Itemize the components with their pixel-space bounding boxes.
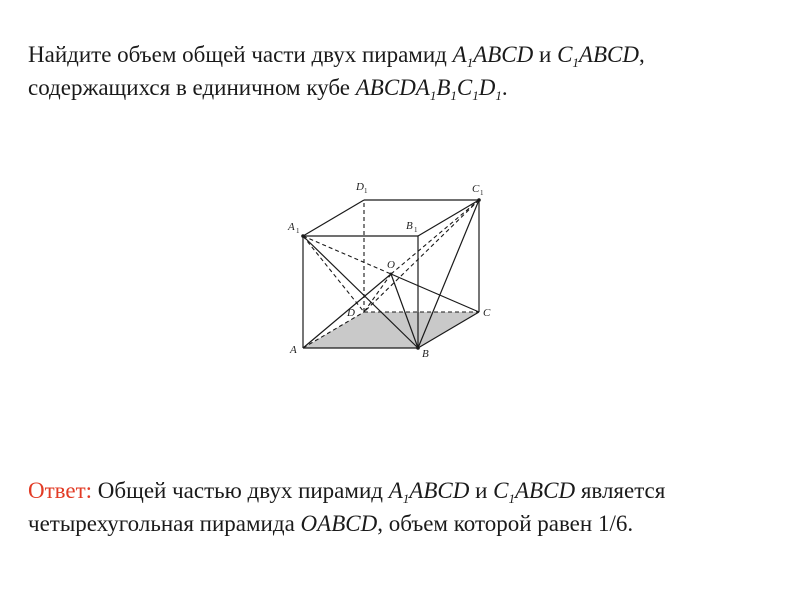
problem-statement [28,38,780,104]
label-D1-sub: 1 [364,187,368,195]
edge-B1-C1 [418,200,479,236]
cube-figure [284,176,500,360]
label-A: A [290,344,297,356]
answer-text-2: является четырехугольная пирамида [28,478,666,536]
label-C1: C [472,183,480,195]
edge-A1-D [303,236,364,312]
label-B: B [422,348,429,360]
vertex-B-dot [416,346,420,350]
label-C1-sub: 1 [480,189,484,197]
vertex-A1-dot [301,234,305,238]
label-D1: D [356,181,364,193]
answer-pyramid-2-name: $C_1ABCD$ [493,478,576,506]
answer-text-1: Общей частью двух пирамид [92,478,389,503]
conjunction: и [533,42,558,67]
vertex-O-dot [390,273,393,276]
edge-C1-D [364,200,479,312]
answer-conjunction: и [469,478,494,503]
vertex-C1-dot [477,198,481,202]
answer-text-3: , объем которой равен 1/6. [377,511,634,536]
answer-block [28,474,780,540]
pyramid-1-name: $A_1ABCD$ [452,42,534,70]
edge-A1-D1 [303,200,364,236]
problem-text-3: . [501,75,508,100]
label-B1-sub: 1 [414,226,418,234]
problem-text-1: Найдите объем общей части двух пирамид [28,42,453,67]
pyramid-2-name: $C_1ABCD$ [557,42,639,70]
label-D: D [347,307,355,319]
answer-label: Ответ: [28,478,93,503]
segment-O-C1 [391,200,479,274]
label-O: O [387,259,395,271]
cube-name: $ABCDA_1B_1C_1D_1$ [355,75,502,103]
answer-pyramid-oabcd: OABCD [300,511,378,536]
cube-diagram [284,176,500,360]
segment-A1-O [303,236,391,274]
base-shade [303,312,479,348]
answer-pyramid-1-name: $A_1ABCD$ [388,478,470,506]
label-A1-sub: 1 [296,227,300,235]
label-B1: B [406,220,413,232]
problem-text-2: , содержащихся в единичном кубе [28,42,645,100]
label-C: C [483,307,491,319]
label-A1: A [288,221,295,233]
